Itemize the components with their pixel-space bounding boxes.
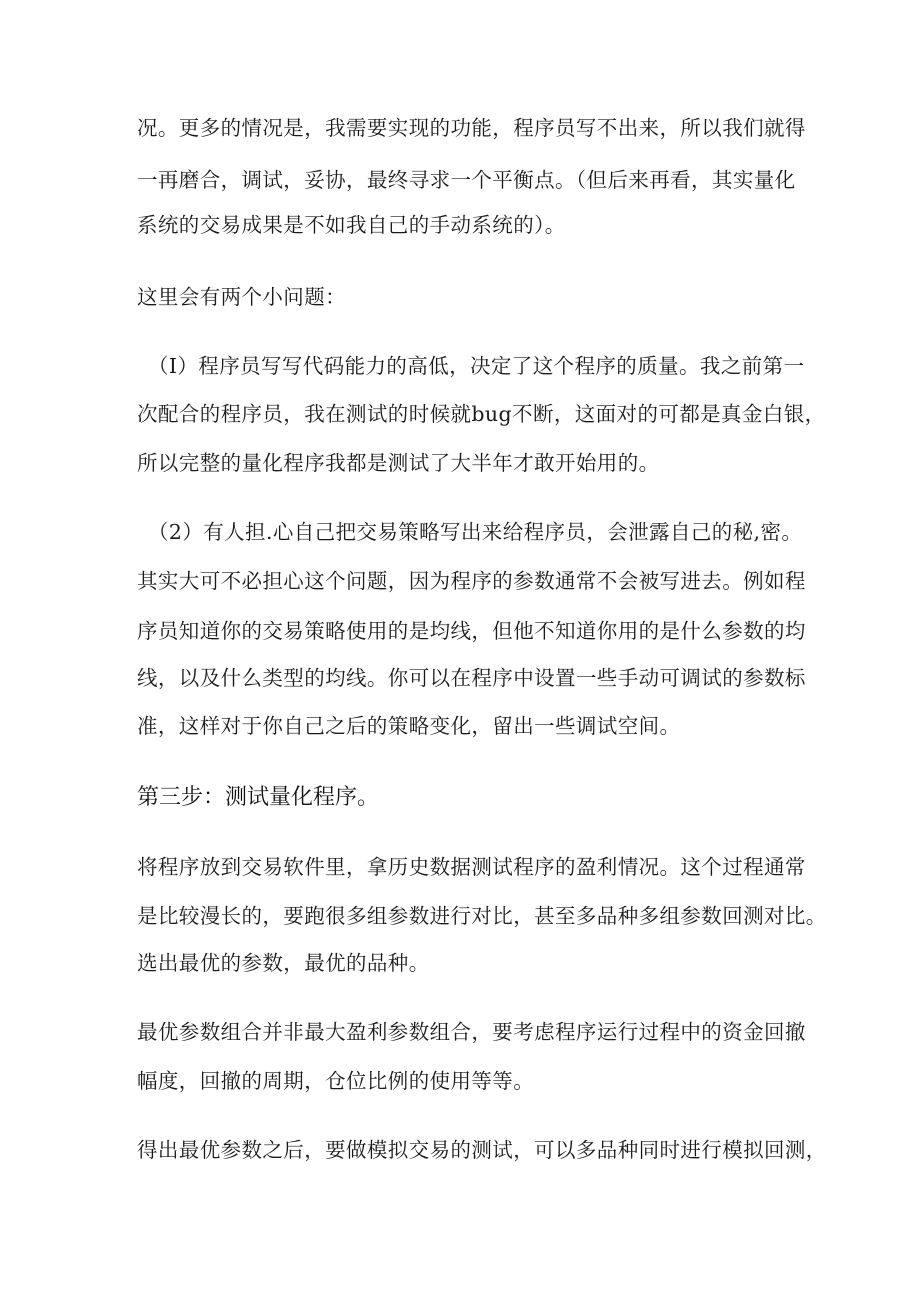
paragraph-line: 这里会有两个小问题： bbox=[137, 285, 346, 309]
paragraph-line: 序员知道你的交易策略使用的是均线，但他不知道你用的是什么参数的均 bbox=[137, 619, 806, 643]
paragraph-line: 最优参数组合并非最大盈利参数组合，要考虑程序运行过程中的资金回撤 bbox=[137, 1020, 806, 1044]
paragraph-line: 选出最优的参数，最优的品种。 bbox=[137, 951, 430, 975]
paragraph-line: 一再磨合，调试，妥协，最终寻求一个平衡点。（但后来再看，其实量化 bbox=[137, 168, 796, 192]
paragraph-line: 系统的交易成果是不如我自己的手动系统的）。 bbox=[137, 213, 566, 237]
section-heading: 第三步：测试量化程序。 bbox=[137, 785, 380, 810]
paragraph-line: 所以完整的量化程序我都是测试了大半年才敢开始用的。 bbox=[137, 451, 660, 475]
paragraph-line: 得出最优参数之后，要做模拟交易的测试，可以多品种同时进行模拟回测， bbox=[137, 1138, 827, 1162]
paragraph-line: 幅度，回撤的周期，仓位比例的使用等等。 bbox=[137, 1069, 535, 1093]
paragraph-line: 次配合的程序员，我在测试的时候就bug不断，这面对的可都是真金白银， bbox=[137, 402, 826, 426]
paragraph-line: 是比较漫长的，要跑很多组参数进行对比，甚至多品种多组参数回测对比。 bbox=[137, 904, 827, 928]
paragraph-line: （I）程序员写写代码能力的高低，决定了这个程序的质量。我之前第一 bbox=[148, 354, 805, 378]
paragraph-line: （2）有人担.心自己把交易策略写出来给程序员，会泄露自己的秘,密。 bbox=[148, 520, 803, 544]
paragraph-line: 况。更多的情况是，我需要实现的功能，程序员写不出来，所以我们就得 bbox=[137, 116, 806, 140]
paragraph-line: 线，以及什么类型的均线。你可以在程序中设置一些手动可调试的参数标 bbox=[137, 666, 806, 690]
paragraph-line: 将程序放到交易软件里，拿历史数据测试程序的盈利情况。这个过程通常 bbox=[137, 855, 806, 879]
paragraph-line: 准，这样对于你自己之后的策略变化，留出一些调试空间。 bbox=[137, 714, 681, 738]
paragraph-line: 其实大可不必担心这个问题，因为程序的参数通常不会被写进去。例如程 bbox=[137, 569, 806, 593]
